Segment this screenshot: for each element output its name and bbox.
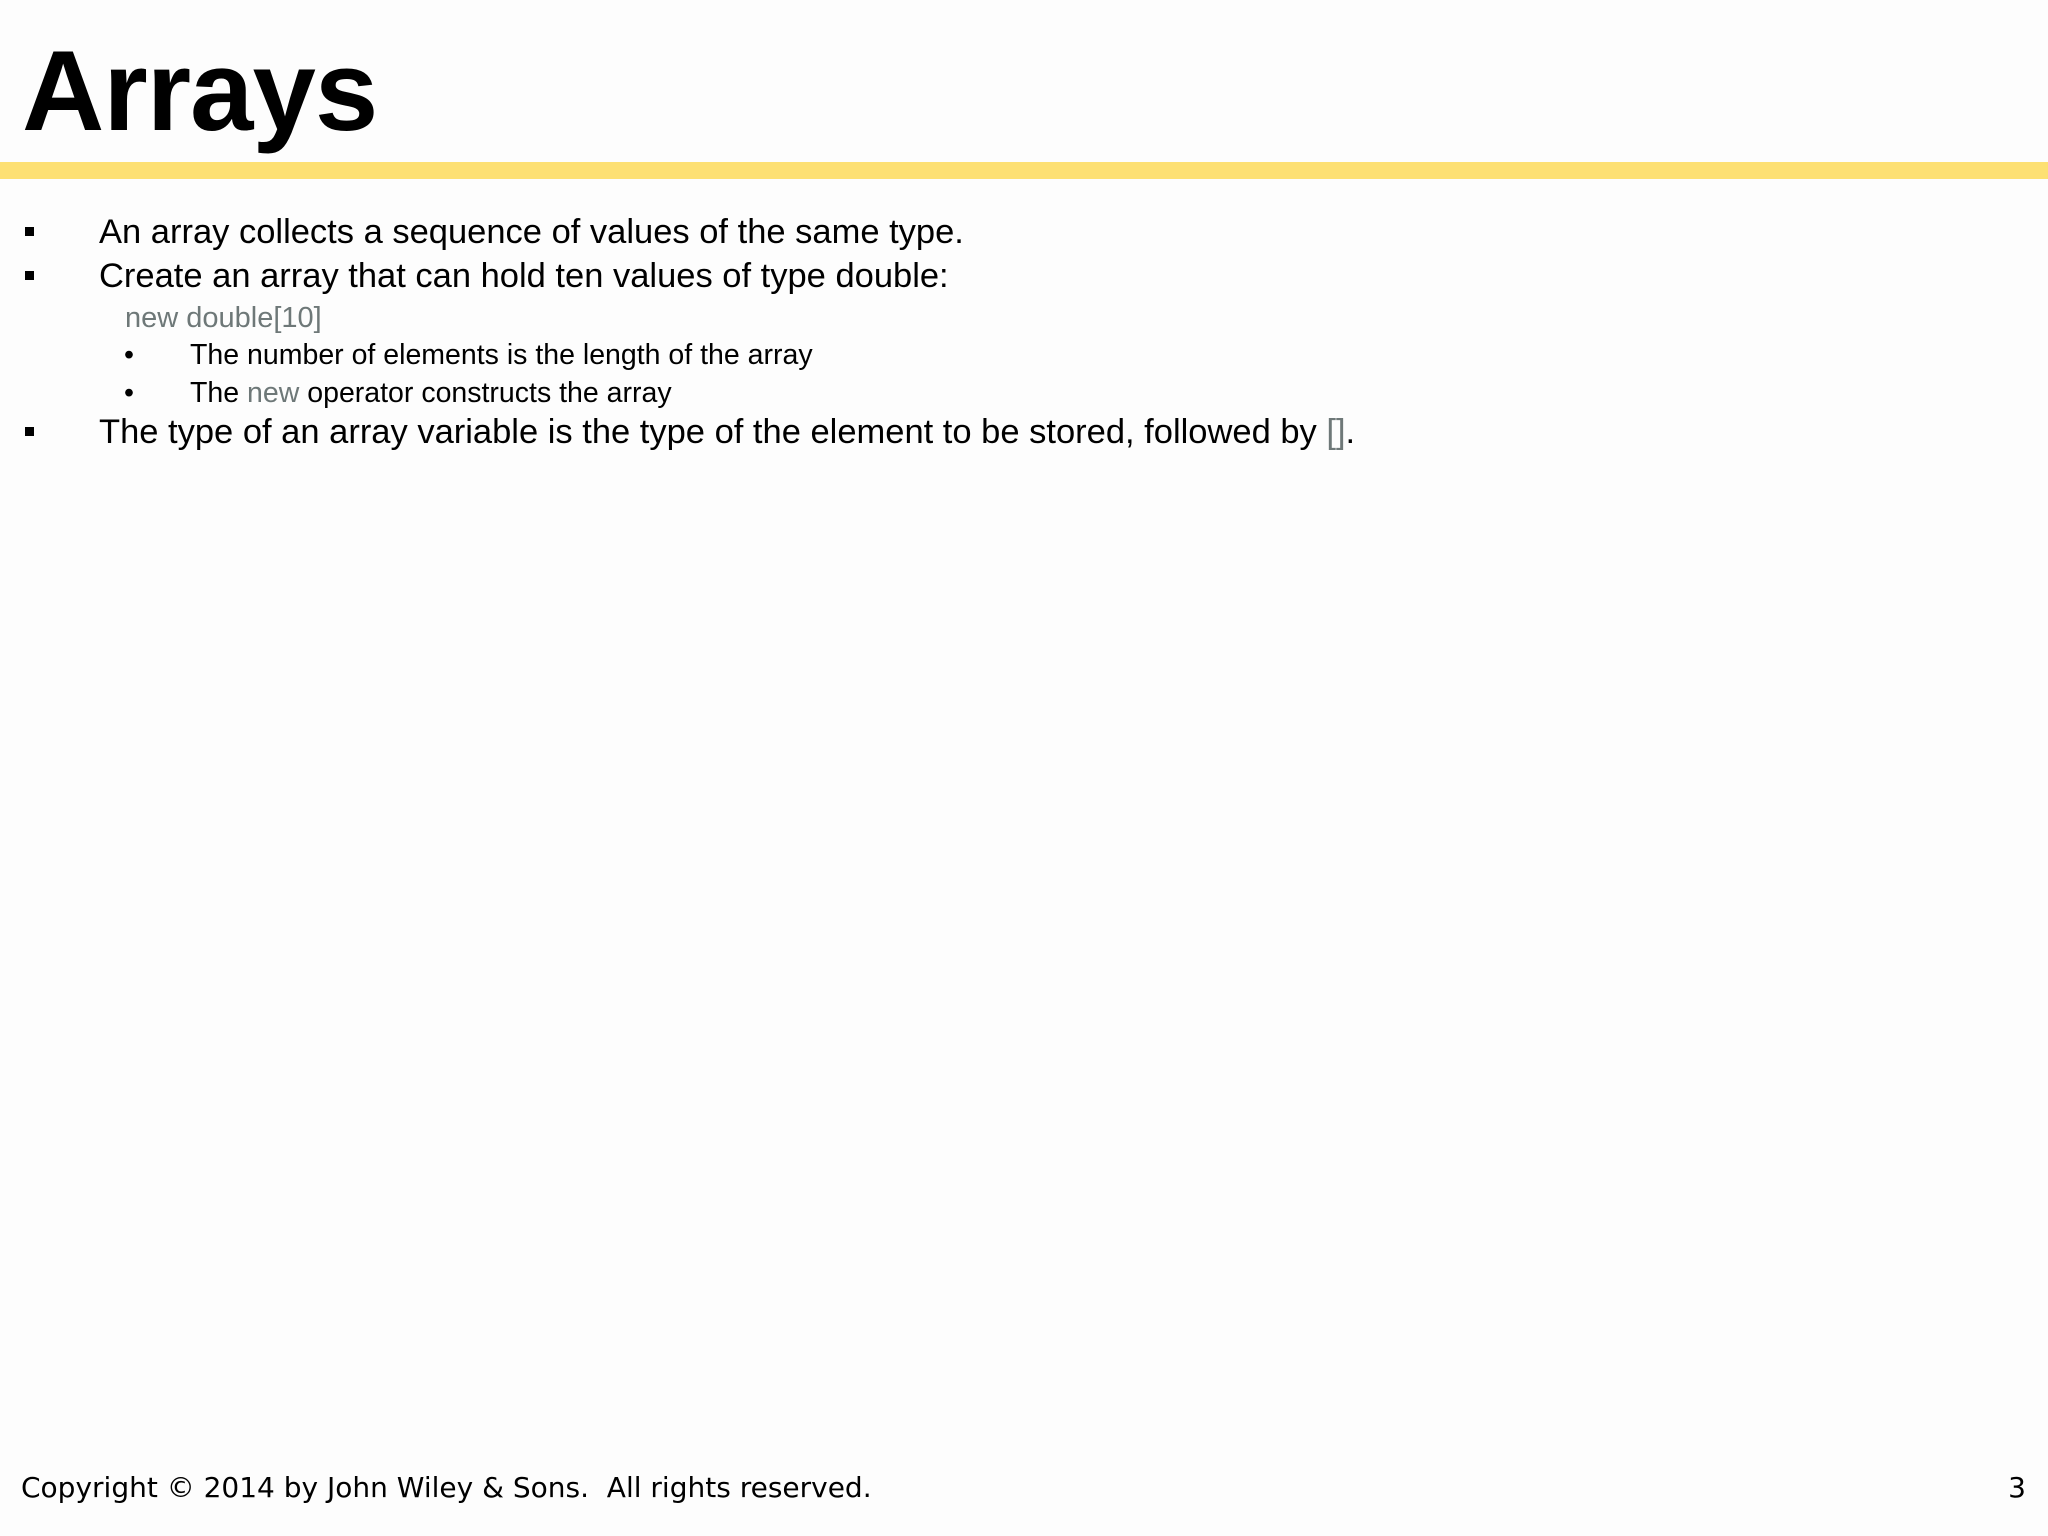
- code-snippet: new double[10]: [125, 302, 322, 334]
- page-number: 3: [2008, 1471, 2026, 1504]
- sub-bullet-text: The number of elements is the length of the array: [190, 339, 813, 371]
- text-segment: The: [190, 377, 248, 409]
- square-bullet-icon: [25, 427, 34, 436]
- round-bullet-icon: •: [124, 339, 134, 371]
- text-segment: .: [1345, 413, 1356, 451]
- text-segment: operator constructs the array: [299, 377, 672, 409]
- square-bullet-icon: [25, 271, 34, 280]
- bullet-text: An array collects a sequence of values of the same type.: [99, 213, 964, 251]
- sub-bullet-text: [190, 374, 672, 412]
- title-accent-rule: [0, 162, 2048, 179]
- inline-code: new: [247, 377, 300, 409]
- slide-title: Arrays: [22, 28, 378, 155]
- bullet-text: Create an array that can hold ten values of type double:: [99, 257, 949, 295]
- inline-code: []: [1326, 413, 1346, 451]
- round-bullet-icon: •: [124, 377, 134, 409]
- text-segment: The type of an array variable is the type of the element to be stored, followed by: [99, 413, 1327, 451]
- footer-copyright: Copyright © 2014 by John Wiley & Sons. All rights reserved.: [21, 1471, 872, 1504]
- bullet-text: [99, 410, 1355, 454]
- square-bullet-icon: [25, 227, 34, 236]
